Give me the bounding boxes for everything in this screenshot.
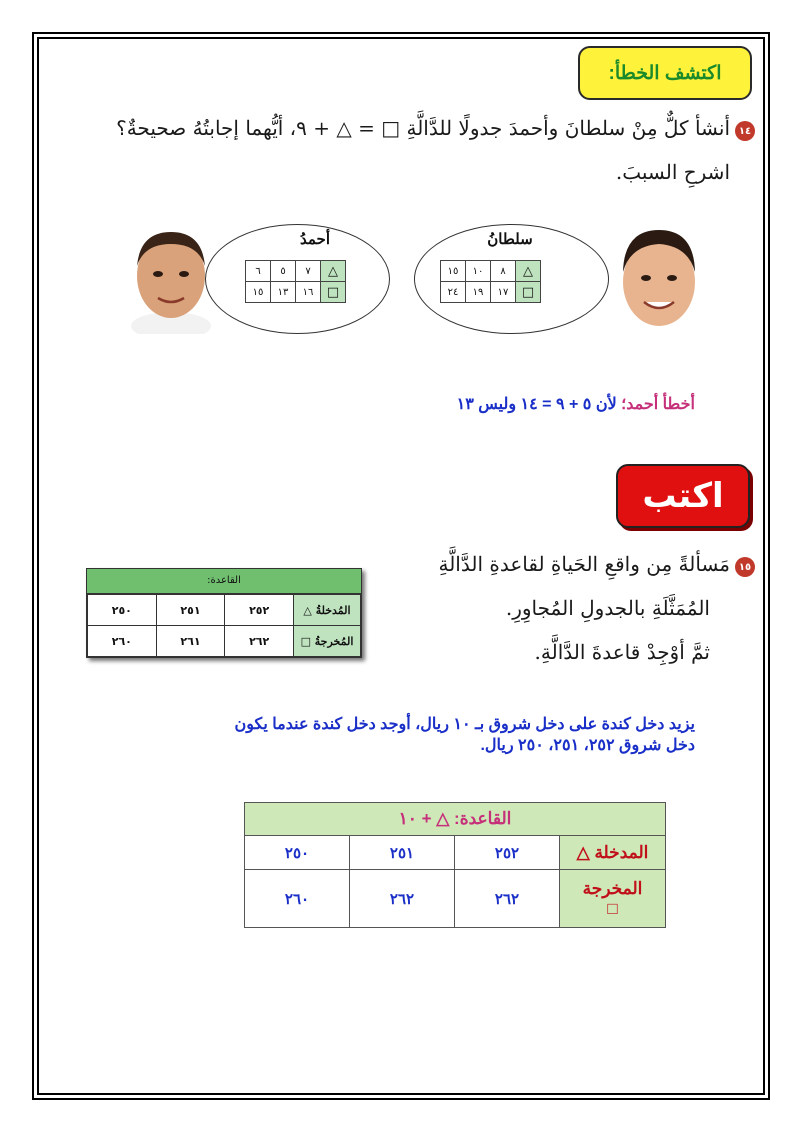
sultan-table [440,260,541,303]
book-table-rule-header: القاعدة: [87,569,361,594]
question-15-line2: المُمَثَّلَةِ بالجدولِ المُجاوِرِ. [505,596,710,620]
sultan-input-3: ١٥ [441,261,466,282]
square-icon: □ [607,898,618,918]
answer-input-3: ٢٥٠ [245,836,350,870]
answer-15 [120,714,695,756]
answer-14-reason: لأن ٥ + ٩ = ١٤ وليس ١٣ [456,396,622,413]
answer-15-line1: يزيد دخل كندة على دخل شروق بـ ١٠ ريال، أوجد دخل كندة عندما يكون [234,716,695,733]
ahmad-input-2: ٥ [271,261,296,282]
answer-output-label-text: المخرجة [582,878,643,898]
book-input-1: ٢٥٢ [225,595,294,626]
answer-input-2: ٢٥١ [350,836,455,870]
book-output-2: ٢٦١ [156,626,225,657]
question-15-number: ١٥ [735,557,755,577]
ahmad-output-3: ١٥ [246,282,271,303]
book-output-label: المُخرجةُ □ [294,626,361,657]
ahmad-avatar [128,222,214,334]
answer-input-1: ٢٥٢ [455,836,560,870]
function-table-answer [244,802,666,928]
sultan-output-2: ١٩ [466,282,491,303]
sultan-input-1: ٨ [491,261,516,282]
write-label: اكتب [642,476,724,516]
boy-face-icon [128,222,214,334]
answer-input-label: المدخلة △ [560,836,666,870]
answer-output-3: ٢٦٠ [245,870,350,928]
find-error-badge [578,46,752,100]
answer-15-line2: دخل شروق ٢٥٢، ٢٥١، ٢٥٠ ريال. [480,737,695,754]
question-14-number: ١٤ [735,121,755,141]
boy-face-icon [614,222,704,334]
ahmad-table [245,260,346,303]
answer-table-rule: القاعدة: △ + ١٠ [245,803,666,836]
question-15-line3: ثمَّ أوْجِدْ قاعدةَ الدَّالَّةِ. [534,640,710,664]
sultan-output-3: ٢٤ [441,282,466,303]
find-error-label: اكتشف الخطأ: [608,62,722,84]
question-14-line2: اشرحِ السببَ. [615,160,730,184]
write-badge [616,464,750,528]
answer-14 [300,394,695,414]
ahmad-input-3: ٦ [246,261,271,282]
question-15-line1: مَسألةً مِن واقعِ الحَياةِ لقاعدةِ الدَّالَّةِ [438,552,730,576]
sultan-avatar [614,222,704,334]
book-input-3: ٢٥٠ [88,595,157,626]
sultan-input-2: ١٠ [466,261,491,282]
square-icon: □ [321,282,346,303]
answer-output-1: ٢٦٢ [455,870,560,928]
answer-output-label [560,870,666,928]
function-table-textbook [86,568,362,658]
triangle-icon: △ [516,261,541,282]
ahmad-output-1: ١٦ [296,282,321,303]
sultan-name: سلطانُ [487,230,533,248]
triangle-icon: △ [321,261,346,282]
book-input-2: ٢٥١ [156,595,225,626]
answer-14-name: أخطأ أحمد؛ [621,396,695,413]
book-output-3: ٢٦٠ [88,626,157,657]
sultan-output-1: ١٧ [491,282,516,303]
answer-output-2: ٢٦٢ [350,870,455,928]
question-14-line1: أنشأ كلٌّ مِنْ سلطانَ وأحمدَ جدولًا للدَّالَّةِ □ = △ + ٩، أيُّهما إجابتُهُ صحيحةٌ؟ [116,116,730,140]
book-input-label: المُدخلةُ △ [294,595,361,626]
ahmad-output-2: ١٣ [271,282,296,303]
ahmad-input-1: ٧ [296,261,321,282]
square-icon: □ [516,282,541,303]
book-output-1: ٢٦٢ [225,626,294,657]
ahmad-name: أحمدُ [300,230,330,248]
